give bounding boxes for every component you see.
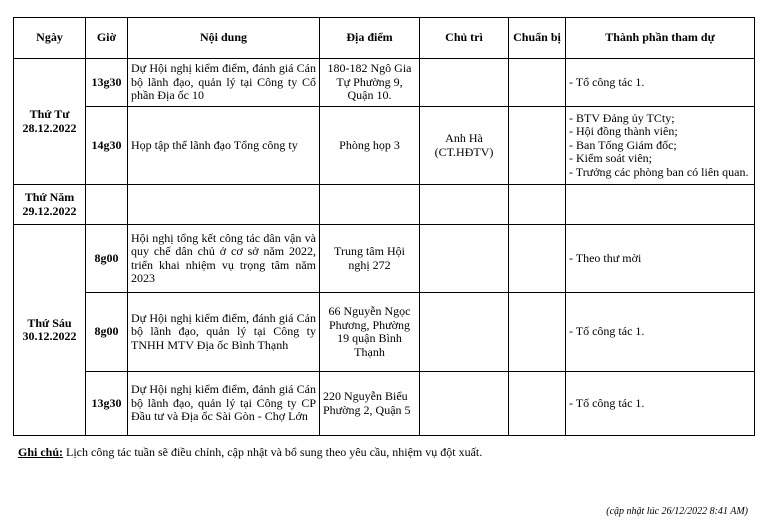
location-cell: 180-182 Ngô Gia Tự Phường 9, Quận 10.	[320, 59, 420, 107]
attendee-item: - BTV Đảng ủy TCty;	[569, 110, 675, 125]
day-name: Thứ Sáu	[27, 315, 72, 330]
table-row	[14, 185, 755, 225]
chair-cell	[420, 225, 509, 293]
attendee-item: - Tổ công tác 1.	[569, 395, 645, 410]
day-cell-friday	[14, 225, 86, 436]
prep-cell	[509, 59, 566, 107]
time-cell: 14g30	[86, 107, 128, 185]
header-location: Địa điểm	[320, 18, 420, 59]
location-cell: 66 Nguyễn Ngọc Phương, Phường 19 quận Bình Thạnh	[320, 293, 420, 372]
location-cell: Phòng họp 3	[320, 107, 420, 185]
location-cell	[320, 185, 420, 225]
chair-cell	[420, 185, 509, 225]
attendee-item: - Hội đồng thành viên;	[569, 124, 678, 139]
footnote-text: Lịch công tác tuần sẽ điều chỉnh, cập nhật và bổ sung theo yêu cầu, nhiệm vụ đột xuất.	[63, 445, 483, 459]
table-row	[14, 372, 755, 436]
content-cell: Dự Hội nghị kiểm điểm, đánh giá Cán bộ lãnh đạo, quản lý tại Công ty CP Đầu tư và Địa ốc Sài Gòn - Chợ Lớn	[128, 372, 320, 436]
chair-cell	[420, 293, 509, 372]
day-date: 28.12.2022	[22, 120, 77, 135]
day-date: 29.12.2022	[22, 203, 77, 218]
content-cell: Hội nghị tổng kết công tác dân vận và quy chế dân chủ ở cơ sở năm 2022, triển khai nhiệm vụ trọng tâm năm 2023	[128, 225, 320, 293]
attendees-cell	[566, 107, 755, 185]
attendee-item: - Ban Tổng Giám đốc;	[569, 137, 677, 152]
prep-cell	[509, 185, 566, 225]
header-prep: Chuẩn bị	[509, 18, 566, 59]
day-date: 30.12.2022	[22, 329, 77, 343]
day-name: Thứ Năm	[24, 190, 75, 204]
prep-cell	[509, 372, 566, 436]
prep-cell	[509, 107, 566, 185]
header-content: Nội dung	[128, 18, 320, 59]
content-cell	[128, 185, 320, 225]
table-row	[14, 225, 755, 293]
table-row	[14, 293, 755, 372]
header-chair: Chủ trì	[420, 18, 509, 59]
header-day: Ngày	[14, 18, 86, 59]
attendees-cell	[566, 225, 755, 293]
chair-cell	[420, 372, 509, 436]
location-cell: Trung tâm Hội nghị 272	[320, 225, 420, 293]
table-row	[14, 107, 755, 185]
header-time: Giờ	[86, 18, 128, 59]
attendee-item: - Tổ công tác 1.	[569, 74, 645, 89]
attendees-cell	[566, 293, 755, 372]
content-cell: Dự Hội nghị kiểm điểm, đánh giá Cán bộ lãnh đạo, quản lý tại Công ty TNHH MTV Địa ốc Bình Thạnh	[128, 293, 320, 372]
prep-cell	[509, 225, 566, 293]
schedule-table	[13, 17, 755, 436]
attendee-item: - Theo thư mời	[569, 250, 642, 265]
attendee-item: - Tổ công tác 1.	[569, 324, 645, 339]
time-cell: 13g30	[86, 372, 128, 436]
time-cell: 13g30	[86, 59, 128, 107]
update-timestamp: (cập nhật lúc 26/12/2022 8:41 AM)	[606, 506, 748, 517]
time-cell: 8g00	[86, 293, 128, 372]
attendees-cell	[566, 372, 755, 436]
attendees-cell	[566, 185, 755, 225]
footnote-label: Ghi chú:	[18, 445, 64, 459]
chair-cell: Anh Hà (CT.HĐTV)	[420, 107, 509, 185]
prep-cell	[509, 293, 566, 372]
location-cell: 220 Nguyễn Biểu Phường 2, Quận 5	[320, 372, 420, 436]
attendees-cell	[566, 59, 755, 107]
attendee-item: - Trưởng các phòng ban có liên quan.	[569, 164, 749, 179]
day-cell-thursday	[14, 185, 86, 225]
day-cell-wednesday	[14, 59, 86, 185]
content-cell: Họp tập thể lãnh đạo Tổng công ty	[128, 107, 320, 185]
header-row	[14, 18, 755, 59]
footnote	[18, 445, 482, 460]
chair-cell	[420, 59, 509, 107]
header-attendees: Thành phần tham dự	[566, 18, 755, 59]
table-row	[14, 59, 755, 107]
time-cell	[86, 185, 128, 225]
time-cell: 8g00	[86, 225, 128, 293]
day-name: Thứ Tư	[29, 107, 70, 121]
attendee-item: - Kiểm soát viên;	[569, 151, 652, 166]
content-cell: Dự Hội nghị kiểm điểm, đánh giá Cán bộ lãnh đạo, quản lý tại Công ty Cổ phần Địa ốc 10	[128, 59, 320, 107]
